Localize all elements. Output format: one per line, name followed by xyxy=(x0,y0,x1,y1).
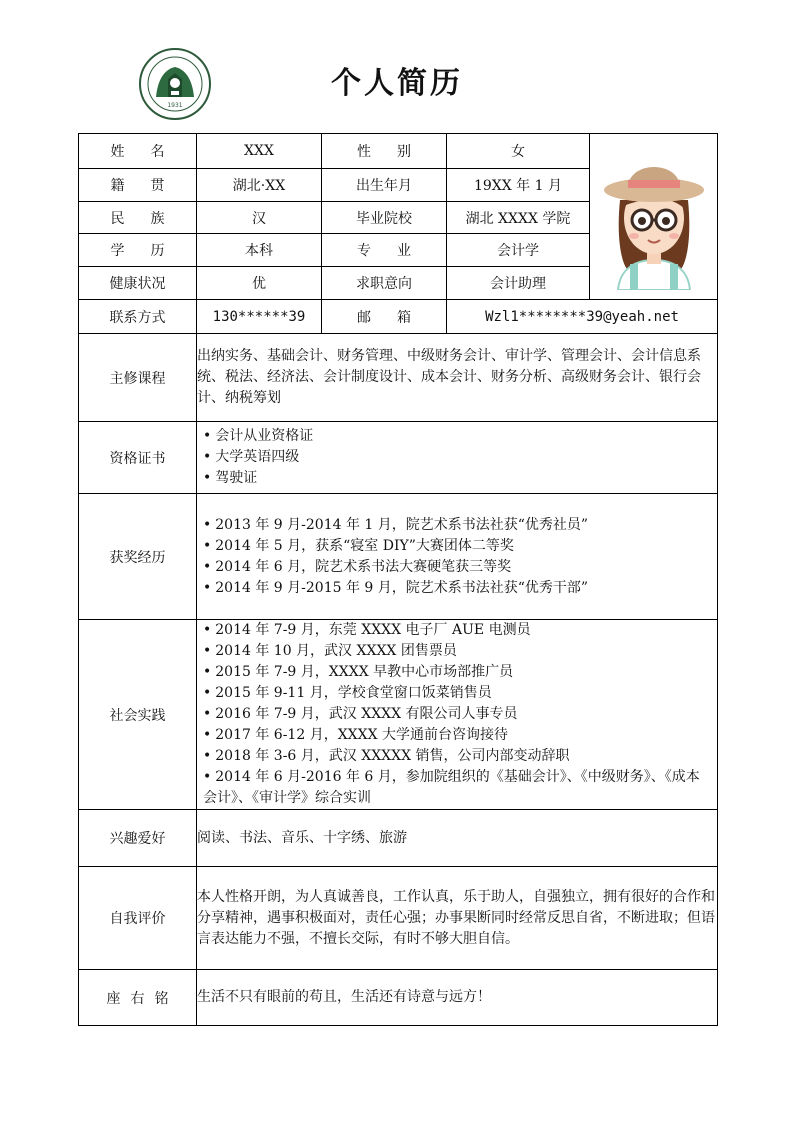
email-label: 邮箱 xyxy=(322,300,447,334)
courses-text: 出纳实务、基础会计、财务管理、中级财务会计、审计学、管理会计、会计信息系统、税法、经济法、会计制度设计、成本会计、财务分析、高级财务会计、银行会计、纳税筹划 xyxy=(197,334,718,422)
hometown-value: 湖北·XX xyxy=(197,169,322,202)
hobbies-label: 兴趣爱好 xyxy=(79,810,197,867)
list-item: • 2014 年 5 月，获系“寝室 DIY”大赛团体二等奖 xyxy=(203,536,711,557)
name-value: XXX xyxy=(197,134,322,169)
list-item: • 2014 年 6 月-2016 年 6 月，参加院组织的《基础会计》、《中级财务》、《成本会计》、《审计学》综合实训 xyxy=(203,767,711,809)
ethnicity-value: 汉 xyxy=(197,202,322,234)
degree-label: 学历 xyxy=(79,234,197,267)
list-item: • 2014 年 10 月，武汉 XXXX 团售票员 xyxy=(203,641,711,662)
avatar-cartoon-girl-icon xyxy=(598,140,710,290)
gender-value: 女 xyxy=(447,134,590,169)
birth-value: 19XX 年 1 月 xyxy=(447,169,590,202)
awards-label: 获奖经历 xyxy=(79,494,197,620)
list-item: • 2014 年 6 月，院艺术系书法大赛硬笔获三等奖 xyxy=(203,557,711,578)
health-value: 优 xyxy=(197,267,322,300)
contact-value: 130******39 xyxy=(197,300,322,334)
list-item: • 2017 年 6-12 月，XXXX 大学通前台咨询接待 xyxy=(203,725,711,746)
list-item: • 2018 年 3-6 月，武汉 XXXXX 销售，公司内部变动辞职 xyxy=(203,746,711,767)
health-label: 健康状况 xyxy=(79,267,197,300)
school-value: 湖北 XXXX 学院 xyxy=(447,202,590,234)
list-item: • 2014 年 7-9 月，东莞 XXXX 电子厂 AUE 电测员 xyxy=(203,620,711,641)
list-item: • 2016 年 7-9 月，武汉 XXXX 有限公司人事专员 xyxy=(203,704,711,725)
courses-label: 主修课程 xyxy=(79,334,197,422)
practice-list xyxy=(197,620,718,810)
list-item: • 2015 年 7-9 月，XXXX 早教中心市场部推广员 xyxy=(203,662,711,683)
list-item: • 2014 年 9 月-2015 年 9 月，院艺术系书法社获“优秀干部” xyxy=(203,578,711,599)
list-item: • 大学英语四级 xyxy=(203,447,711,468)
gender-label: 性别 xyxy=(322,134,447,169)
list-item: • 驾驶证 xyxy=(203,468,711,489)
motto-label: 座右铭 xyxy=(79,970,197,1026)
certificates-list xyxy=(197,422,718,494)
hobbies-text: 阅读、书法、音乐、十字绣、旅游 xyxy=(197,810,718,867)
motto-text: 生活不只有眼前的苟且，生活还有诗意与远方！ xyxy=(197,970,718,1026)
school-label: 毕业院校 xyxy=(322,202,447,234)
contact-label: 联系方式 xyxy=(79,300,197,334)
resume-table xyxy=(78,133,718,1026)
list-item: • 2013 年 9 月-2014 年 1 月，院艺术系书法社获“优秀社员” xyxy=(203,515,711,536)
certificates-label: 资格证书 xyxy=(79,422,197,494)
page-title: 个人简历 xyxy=(331,66,463,101)
intent-value: 会计助理 xyxy=(447,267,590,300)
major-label: 专业 xyxy=(322,234,447,267)
awards-list xyxy=(197,494,718,620)
name-label: 姓名 xyxy=(79,134,197,169)
list-item: • 会计从业资格证 xyxy=(203,426,711,447)
self-eval-label: 自我评价 xyxy=(79,867,197,970)
hometown-label: 籍贯 xyxy=(79,169,197,202)
self-eval-text: 本人性格开朗，为人真诚善良，工作认真，乐于助人，自强独立，拥有很好的合作和分享精神，遇事积极面对，责任心强；办事果断同时经常反思自省，不断进取；但语言表达能力不强，不擅长交际，有时不够大胆自信。 xyxy=(197,867,718,970)
degree-value: 本科 xyxy=(197,234,322,267)
photo xyxy=(590,134,718,300)
ethnicity-label: 民族 xyxy=(79,202,197,234)
practice-label: 社会实践 xyxy=(79,620,197,810)
list-item: • 2015 年 9-11 月，学校食堂窗口饭菜销售员 xyxy=(203,683,711,704)
major-value: 会计学 xyxy=(447,234,590,267)
intent-label: 求职意向 xyxy=(322,267,447,300)
email-value: Wzl1********39@yeah.net xyxy=(447,300,718,334)
birth-label: 出生年月 xyxy=(322,169,447,202)
logo-year: 1931 xyxy=(167,102,183,109)
